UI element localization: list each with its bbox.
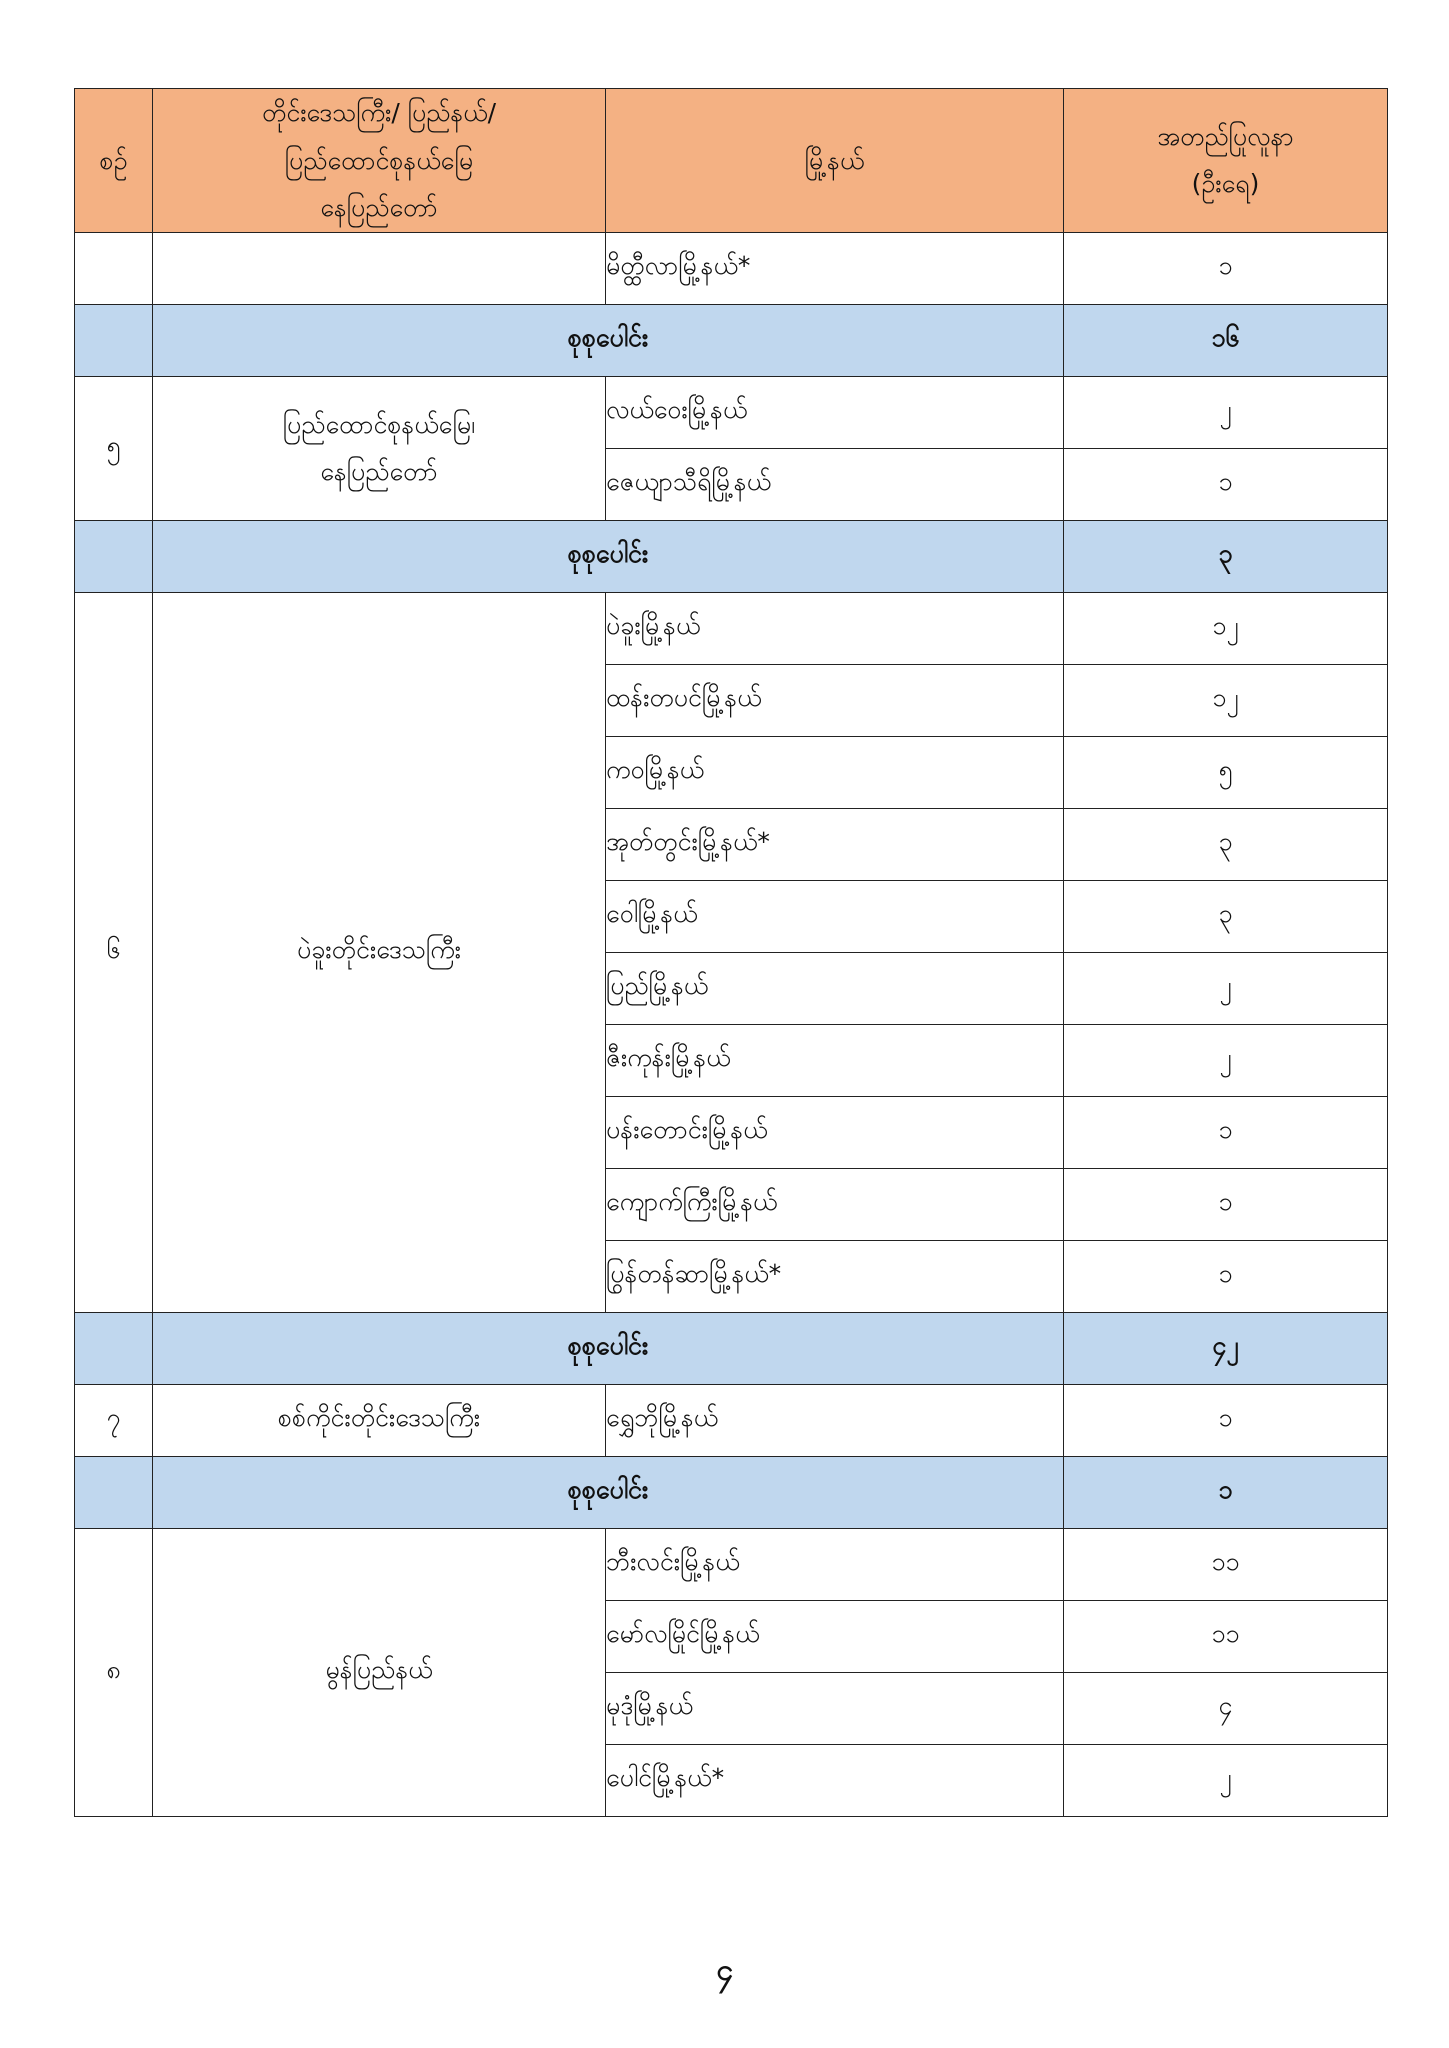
township-cell: မော်လမြိုင်မြို့နယ် (606, 1600, 1064, 1672)
township-cell: ကျောက်ကြီးမြို့နယ် (606, 1168, 1064, 1240)
total-value: ၃ (1064, 520, 1388, 592)
table-row (75, 592, 1388, 664)
township-cell: ဘီးလင်းမြို့နယ် (606, 1528, 1064, 1600)
count-cell: ၃ (1064, 808, 1388, 880)
count-cell: ၁ (1064, 448, 1388, 520)
serial-cell: ၇ (75, 1384, 153, 1456)
count-cell: ၁၁ (1064, 1600, 1388, 1672)
total-row (75, 304, 1388, 376)
region-cell: ပဲခူးတိုင်းဒေသကြီး (153, 592, 606, 1312)
header-township: မြို့နယ် (606, 89, 1064, 233)
cases-table (74, 88, 1388, 1817)
count-cell: ၁၂ (1064, 664, 1388, 736)
total-label: စုစုပေါင်း (153, 304, 1064, 376)
total-label: စုစုပေါင်း (153, 520, 1064, 592)
count-cell: ၁ (1064, 1168, 1388, 1240)
count-cell: ၂ (1064, 952, 1388, 1024)
township-cell: ကဝမြို့နယ် (606, 736, 1064, 808)
township-cell: မုဒုံမြို့နယ် (606, 1672, 1064, 1744)
township-cell: ပေါင်မြို့နယ်* (606, 1744, 1064, 1816)
serial-cell: ၈ (75, 1528, 153, 1816)
total-value: ၁၆ (1064, 304, 1388, 376)
total-blank-cell (75, 1456, 153, 1528)
header-serial: စဉ် (75, 89, 153, 233)
header-region: တိုင်းဒေသကြီး/ ပြည်နယ်/ ပြည်ထောင်စုနယ်မြေ နေပြည်တော် (153, 89, 606, 233)
count-cell: ၂ (1064, 376, 1388, 448)
township-cell: ပဲခူးမြို့နယ် (606, 592, 1064, 664)
region-cell: မွန်ပြည်နယ် (153, 1528, 606, 1816)
table-row (75, 1384, 1388, 1456)
township-cell: ဇေယျာသီရိမြို့နယ် (606, 448, 1064, 520)
region-line: ပြည်ထောင်စုနယ်မြေ၊ (282, 409, 476, 439)
township-cell: ပြည်မြို့နယ် (606, 952, 1064, 1024)
region-cell (153, 232, 606, 304)
township-cell: ထန်းတပင်မြို့နယ် (606, 664, 1064, 736)
total-value: ၄၂ (1064, 1312, 1388, 1384)
count-cell: ၁၁ (1064, 1528, 1388, 1600)
township-cell: မိတ္ထီလာမြို့နယ်* (606, 232, 1064, 304)
total-blank-cell (75, 520, 153, 592)
total-row (75, 520, 1388, 592)
total-row (75, 1312, 1388, 1384)
total-blank-cell (75, 1312, 153, 1384)
count-cell: ၁ (1064, 1384, 1388, 1456)
serial-cell: ၆ (75, 592, 153, 1312)
count-cell: ၅ (1064, 736, 1388, 808)
township-cell: ပန်းတောင်းမြို့နယ် (606, 1096, 1064, 1168)
header-count: အတည်ပြုလူနာ (ဦးရေ) (1064, 89, 1388, 233)
serial-cell: ၅ (75, 376, 153, 520)
serial-cell (75, 232, 153, 304)
total-value: ၁ (1064, 1456, 1388, 1528)
region-cell (153, 376, 606, 520)
table-header-row (75, 89, 1388, 233)
township-cell: အုတ်တွင်းမြို့နယ်* (606, 808, 1064, 880)
total-label: စုစုပေါင်း (153, 1456, 1064, 1528)
total-label: စုစုပေါင်း (153, 1312, 1064, 1384)
page-number: ၄ (716, 1953, 733, 1988)
township-cell: ဝေါမြို့နယ် (606, 880, 1064, 952)
township-cell: ရွှေဘိုမြို့နယ် (606, 1384, 1064, 1456)
count-cell: ၄ (1064, 1672, 1388, 1744)
region-line: နေပြည်တော် (320, 457, 438, 486)
count-cell: ၁ (1064, 1240, 1388, 1312)
region-cell: စစ်ကိုင်းတိုင်းဒေသကြီး (153, 1384, 606, 1456)
count-cell: ၂ (1064, 1024, 1388, 1096)
table-row (75, 1528, 1388, 1600)
total-row (75, 1456, 1388, 1528)
table-row (75, 376, 1388, 448)
township-cell: လယ်ဝေးမြို့နယ် (606, 376, 1064, 448)
count-cell: ၃ (1064, 880, 1388, 952)
count-cell: ၁ (1064, 232, 1388, 304)
township-cell: ပြွန်တန်ဆာမြို့နယ်* (606, 1240, 1064, 1312)
count-cell: ၂ (1064, 1744, 1388, 1816)
total-blank-cell (75, 304, 153, 376)
count-cell: ၁ (1064, 1096, 1388, 1168)
table-row (75, 232, 1388, 304)
count-cell: ၁၂ (1064, 592, 1388, 664)
township-cell: ဇီးကုန်းမြို့နယ် (606, 1024, 1064, 1096)
